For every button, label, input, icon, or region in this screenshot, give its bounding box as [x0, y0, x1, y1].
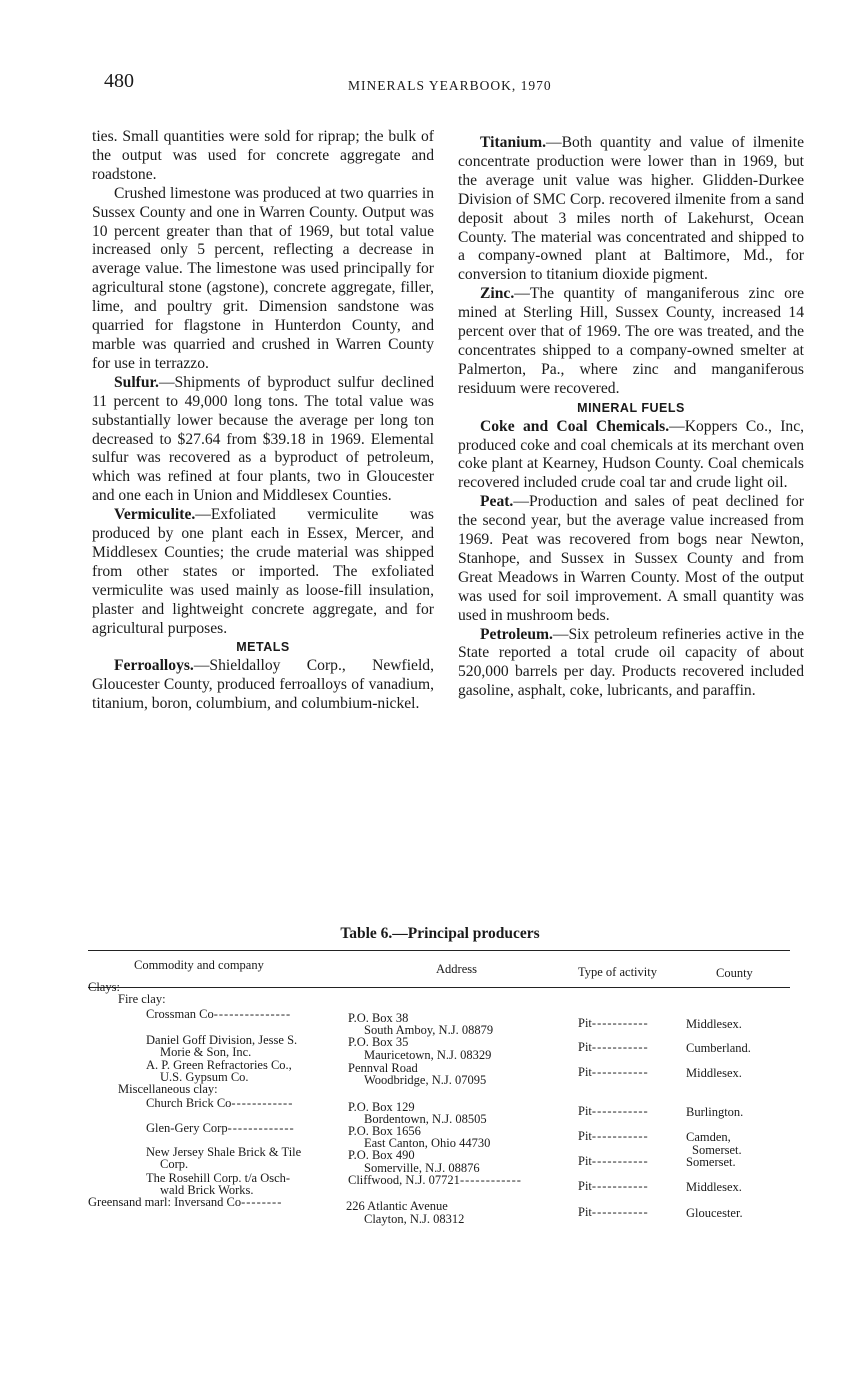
vermiculite-heading: Vermiculite.: [114, 506, 196, 524]
county-cell: Middlesex.: [686, 1066, 742, 1080]
zinc-text: —The quantity of manganiferous zinc ore mined at Sterling Hill, Sussex County, increased 14 percent over that of 1969. The ore was treated, and the concentrates shipped to a company-owned smelter at Palmerton, Pa., where zinc and manganiferous residuum were recovered.: [458, 285, 804, 397]
table-row: Church Brick Co------------: [146, 1096, 294, 1110]
county-cell: Gloucester.: [686, 1206, 743, 1220]
running-title: MINERALS YEARBOOK, 1970: [348, 78, 552, 93]
paragraph-coke: [458, 418, 804, 494]
address-line: Woodbridge, N.J. 07095: [364, 1073, 487, 1087]
vermiculite-text: —Exfoliated vermiculite was produced by one plant each in Essex, Mercer, and Middlesex Counties; the crude material was shipped from other states or imported. The exfoliated vermiculite was used mainly as loose-fill insulation, plaster and lightweight concrete aggregate, and for agricultural purposes.: [92, 506, 434, 637]
table-header-rule: [88, 987, 790, 988]
petroleum-heading: Petroleum.: [480, 625, 553, 643]
paragraph-crushed-limestone: Crushed limestone was produced at two quarries in Sussex County and one in Warren County. Output was 10 percent greater than that of 1969, but total value increased only 5 percent, reflecting a decrease in average value. The limestone was used principally for agricultural stone (agstone), concrete aggregate, filler, lime, and poultry grit. Dimension sandstone was quarried for flagstone in Hunterdon County, and marble was quarried and crushed in Warren County for use in terrazzo.: [92, 184, 434, 372]
header-address: Address: [436, 962, 477, 976]
county-cell: Burlington.: [686, 1105, 744, 1119]
activity-cell: Pit-----------: [578, 1040, 649, 1054]
zinc-heading: Zinc.: [480, 285, 515, 303]
group-fire-clay: Fire clay:: [118, 992, 166, 1006]
paragraph-titanium: [458, 134, 804, 285]
table-title: Table 6.—Principal producers: [340, 925, 540, 942]
sulfur-heading: Sulfur.: [114, 373, 159, 391]
activity-cell: Pit-----------: [578, 1179, 649, 1193]
group-clays: Clays:: [88, 980, 120, 994]
address-line: East Canton, Ohio 44730: [364, 1136, 491, 1150]
company-name: Greensand marl: Inversand Co: [88, 1195, 242, 1209]
group-misc-clay: Miscellaneous clay:: [118, 1082, 218, 1096]
county-cell: Cumberland.: [686, 1041, 751, 1055]
address-line: Somerville, N.J. 08876: [364, 1161, 480, 1175]
paragraph-ferroalloys: [92, 657, 434, 714]
sulfur-text: —Shipments of byproduct sulfur declined 11 percent to 49,000 long tons. The total value was substantially lower because the average per long ton decreased to $27.64 from $39.18 in 1969. Elemental sulfur was recovered as a byproduct of petroleum, which was refined at four plants, two in Gloucester and one each in Union and Middlesex Counties.: [92, 373, 434, 505]
ferroalloys-heading: Ferroalloys.: [114, 657, 194, 675]
coke-heading: Coke and Coal Chemicals.: [480, 417, 670, 435]
address-line: Clayton, N.J. 08312: [364, 1212, 465, 1226]
titanium-heading: Titanium.: [480, 134, 547, 151]
page-header: [104, 70, 804, 100]
company-name: New Jersey Shale Brick & Tile: [146, 1145, 302, 1159]
address-line: P.O. Box 1656: [348, 1124, 421, 1138]
company-name: Church Brick Co: [146, 1096, 232, 1110]
coke-text: —Koppers Co., Inc, produced coke and coal chemicals at its merchant oven coke plant at Kearney, Hudson County. Coal chemicals recovered included crude coal tar and crude light oil.: [458, 417, 805, 492]
activity-cell: Pit-----------: [578, 1104, 649, 1118]
header-activity: Type of activity: [578, 965, 657, 979]
address-line: P.O. Box 490: [348, 1148, 415, 1162]
petroleum-text: —Six petroleum refineries active in the State reported a total crude oil capacity of about 520,000 barrels per day. Products recovered included gasoline, asphalt, coke, lubricants, and paraffin.: [458, 625, 804, 700]
page-number: 480: [104, 70, 134, 92]
titanium-text: —Both quantity and value of ilmenite concentrate production were lower than in 1969, but the average unit value was higher. Glidden-Durkee Division of SMC Corp. recovered ilmenite from a sand deposit about 3 miles north of Lakehurst, Ocean County. The material was concentrated and shipped to a company-owned plant at Baltimore, Md., for conversion to titanium dioxide pigment.: [458, 134, 804, 284]
company-name: Glen-Gery Corp: [146, 1121, 228, 1135]
county-cell: Middlesex.: [686, 1017, 742, 1031]
county-cell: Middlesex.: [686, 1180, 742, 1194]
peat-heading: Peat.: [480, 493, 514, 511]
producers-table: [88, 950, 790, 1240]
table-row: Glen-Gery Corp-------------: [146, 1121, 295, 1135]
company-name: A. P. Green Refractories Co.,: [146, 1058, 292, 1072]
activity-cell: Pit-----------: [578, 1065, 649, 1079]
address-line: P.O. Box 38: [348, 1011, 409, 1025]
right-column: [458, 134, 804, 701]
company-name: wald Brick Works.: [160, 1183, 254, 1197]
company-name: Daniel Goff Division, Jesse S.: [146, 1033, 298, 1047]
activity-cell: Pit-----------: [578, 1129, 649, 1143]
paragraph-petroleum: [458, 626, 804, 702]
table-top-rule: [88, 950, 790, 951]
paragraph-peat: [458, 493, 804, 625]
address-line: Pennval Road: [348, 1061, 418, 1075]
ferroalloys-text: —Shieldalloy Corp., Newfield, Gloucester County, produced ferroalloys of vanadium, titanium, boron, columbium, and columbium-nickel.: [92, 657, 434, 713]
activity-cell: Pit-----------: [578, 1205, 649, 1219]
county-cell: Somerset.: [692, 1143, 742, 1157]
peat-text: —Production and sales of peat declined for the second year, but the average value increased from 1969. Peat was recovered from bogs near Newton, Stanhope, and Sussex in Sussex County and from Great Meadows in Warren County. Most of the output was used for soil improvement. A small quantity was used in mushroom beds.: [458, 493, 804, 624]
left-column: [92, 128, 434, 714]
company-name: Morie & Son, Inc.: [160, 1045, 252, 1059]
address-cell: Cliffwood, N.J. 07721------------: [348, 1173, 522, 1187]
metals-heading: METALS: [236, 640, 290, 655]
address-line: Bordentown, N.J. 08505: [364, 1112, 487, 1126]
company-name: U.S. Gypsum Co.: [160, 1070, 249, 1084]
county-cell: Camden,: [686, 1130, 731, 1144]
address-line: P.O. Box 35: [348, 1035, 409, 1049]
company-name: Corp.: [160, 1157, 189, 1171]
paragraph-sulfur: [92, 374, 434, 506]
activity-cell: Pit-----------: [578, 1154, 649, 1168]
table-row: Greensand marl: Inversand Co--------: [88, 1195, 283, 1209]
header-county: County: [716, 966, 753, 980]
mineral-fuels-heading: MINERAL FUELS: [577, 400, 685, 415]
county-cell: Somerset.: [686, 1155, 736, 1169]
paragraph-vermiculite: [92, 506, 434, 638]
address-line: Mauricetown, N.J. 08329: [364, 1048, 492, 1062]
address-line: 226 Atlantic Avenue: [346, 1199, 448, 1213]
activity-cell: Pit-----------: [578, 1016, 649, 1030]
paragraph-continuation: ties. Small quantities were sold for riprap; the bulk of the output was used for concrete aggregate and roadstone.: [92, 128, 434, 183]
header-commodity: Commodity and company: [134, 958, 264, 972]
company-name: Crossman Co: [146, 1007, 214, 1021]
table-row: Crossman Co---------------: [146, 1007, 292, 1021]
address-line: South Amboy, N.J. 08879: [364, 1023, 494, 1037]
paragraph-zinc: [458, 285, 804, 398]
company-name: The Rosehill Corp. t/a Osch-: [146, 1171, 291, 1185]
address-line: P.O. Box 129: [348, 1100, 415, 1114]
